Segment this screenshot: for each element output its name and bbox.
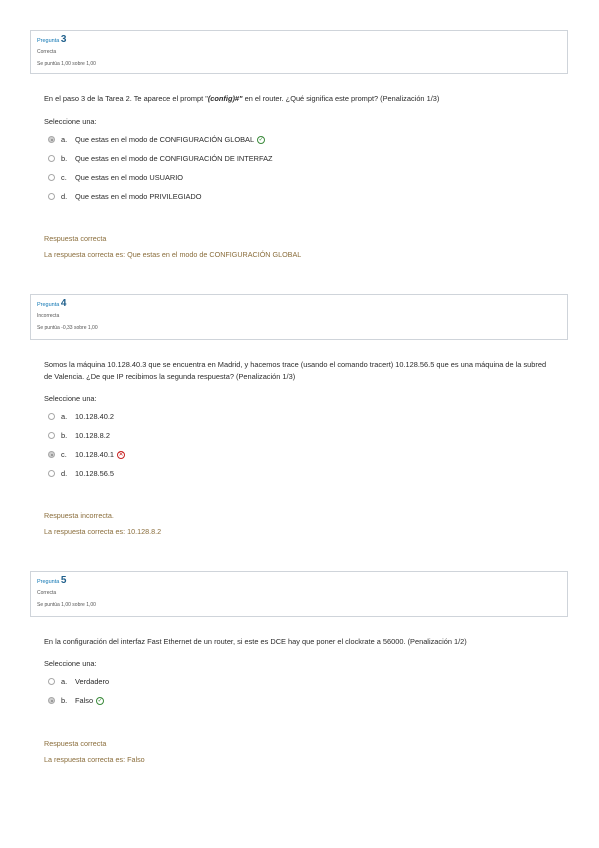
question-label: Pregunta xyxy=(37,302,60,308)
question-number: 3 xyxy=(60,34,67,45)
answer-option[interactable]: a. 10.128.40.2 xyxy=(48,407,448,426)
answer-option[interactable]: b. Falso ✓ xyxy=(48,691,448,710)
radio-button[interactable] xyxy=(48,470,55,477)
question-3-text: En el paso 3 de la Tarea 2. Te aparece el prompt "(config)#" en el router. ¿Qué significa este prompt? (Penalización 1/3) xyxy=(44,94,440,103)
question-grade: Se puntúa 1,00 sobre 1,00 xyxy=(37,602,96,608)
right-answer: La respuesta correcta es: Que estas en el modo de CONFIGURACIÓN GLOBAL xyxy=(44,250,302,259)
question-4-info xyxy=(30,294,568,340)
right-answer: La respuesta correcta es: 10.128.8.2 xyxy=(44,527,162,536)
question-grade: Se puntúa -0,33 sobre 1,00 xyxy=(37,325,98,331)
question-3-answers xyxy=(48,130,448,206)
incorrect-cross-icon: ✕ xyxy=(118,451,124,458)
answer-option[interactable]: c. 10.128.40.1 ✕ xyxy=(48,445,448,464)
question-state: Correcta xyxy=(37,49,57,55)
question-5-prompt: Seleccione una: xyxy=(44,659,97,668)
radio-button[interactable] xyxy=(48,678,55,685)
question-5-feedback xyxy=(44,738,564,765)
radio-button[interactable] xyxy=(48,193,55,200)
question-3-prompt: Seleccione una: xyxy=(44,117,97,126)
feedback-text: Respuesta incorrecta. xyxy=(44,511,114,520)
question-4-prompt: Seleccione una: xyxy=(44,394,97,403)
right-answer: La respuesta correcta es: Falso xyxy=(44,755,145,764)
question-3-feedback xyxy=(44,233,564,260)
correct-check-icon: ✓ xyxy=(97,697,103,704)
question-number: 4 xyxy=(60,298,67,309)
question-state: Incorrecta xyxy=(37,313,60,319)
radio-button[interactable] xyxy=(48,136,55,143)
radio-button[interactable] xyxy=(48,155,55,162)
radio-button[interactable] xyxy=(48,697,55,704)
answer-option[interactable]: d. 10.128.56.5 xyxy=(48,464,448,483)
correct-check-icon: ✓ xyxy=(258,136,264,143)
answer-option[interactable]: b. 10.128.8.2 xyxy=(48,426,448,445)
answer-option[interactable]: c. Que estas en el modo USUARIO xyxy=(48,168,448,187)
question-5-text: En la configuración del interfaz Fast Ethernet de un router, si este es DCE hay que poner el clockrate a 56000. (Penalización 1/2) xyxy=(44,637,467,646)
question-5-info xyxy=(30,571,568,617)
question-grade: Se puntúa 1,00 sobre 1,00 xyxy=(37,61,96,67)
question-4-answers xyxy=(48,407,448,483)
answer-option[interactable]: b. Que estas en el modo de CONFIGURACIÓN DE INTERFAZ xyxy=(48,149,448,168)
question-5-answers xyxy=(48,672,448,710)
question-label: Pregunta xyxy=(37,579,60,585)
question-label: Pregunta xyxy=(37,38,60,44)
answer-option[interactable]: a. Que estas en el modo de CONFIGURACIÓN GLOBAL ✓ xyxy=(48,130,448,149)
feedback-text: Respuesta correcta xyxy=(44,739,107,748)
feedback-text: Respuesta correcta xyxy=(44,234,107,243)
answer-option[interactable]: d. Que estas en el modo PRIVILEGIADO xyxy=(48,187,448,206)
radio-button[interactable] xyxy=(48,451,55,458)
radio-button[interactable] xyxy=(48,174,55,181)
question-state: Correcta xyxy=(37,590,57,596)
question-number: 5 xyxy=(60,575,67,586)
radio-button[interactable] xyxy=(48,413,55,420)
question-4-feedback xyxy=(44,510,564,537)
radio-button[interactable] xyxy=(48,432,55,439)
answer-option[interactable]: a. Verdadero xyxy=(48,672,448,691)
question-4-text: Somos la máquina 10.128.40.3 que se encuentra en Madrid, y hacemos trace (usando el comando tracert) 10.128.56.5 que es una máquina de la subred de Valencia. ¿De que IP recibimos la segunda respuesta? (Penalización 1/3) xyxy=(44,360,547,381)
question-3-info xyxy=(30,30,568,74)
